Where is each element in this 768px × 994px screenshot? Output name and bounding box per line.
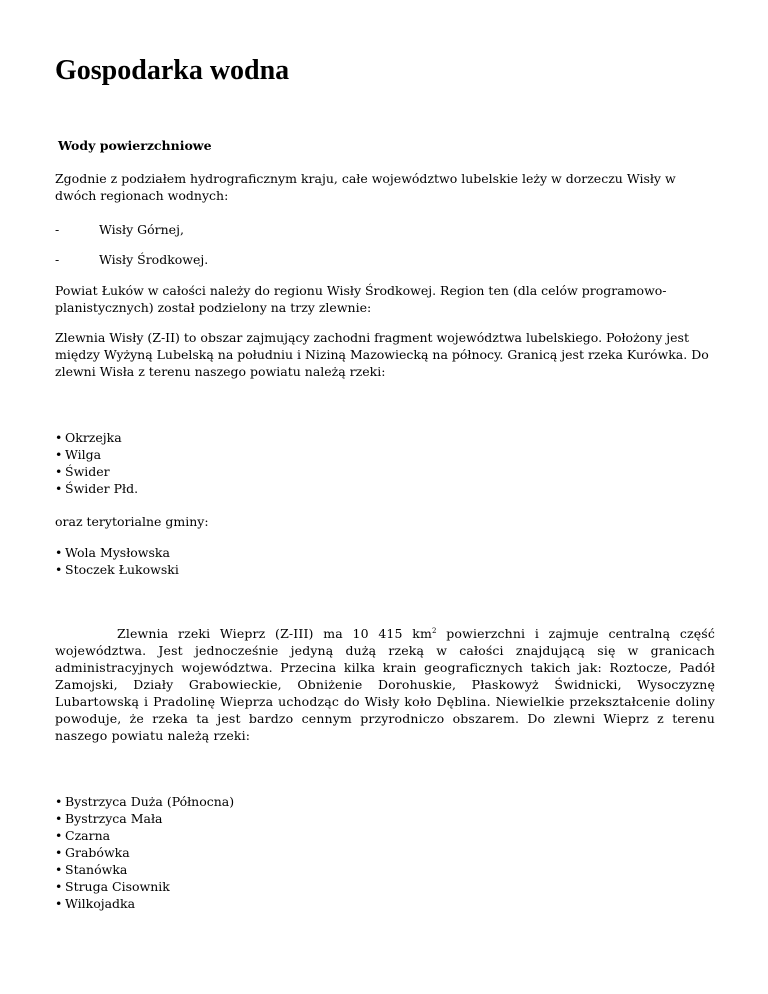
bullet-icon: • (55, 862, 63, 877)
section-heading: Wody powierzchniowe (58, 138, 212, 153)
bullet-icon: • (55, 447, 63, 462)
bullet-icon: • (55, 562, 63, 577)
list-item: • Świder Płd. (55, 481, 139, 496)
list-item: • Świder (55, 464, 110, 479)
wieprz-rivers-list (55, 793, 234, 912)
page-title: Gospodarka wodna (55, 55, 290, 86)
bullet-icon: • (55, 464, 63, 479)
bullet-icon: • (55, 811, 63, 826)
bullet-icon: • (55, 845, 63, 860)
bullet-icon: • (55, 879, 63, 894)
bullet-icon: • (55, 896, 63, 911)
gminy-list (55, 544, 179, 578)
bullet-icon: • (55, 545, 63, 560)
list-item: • Wilga (55, 447, 102, 462)
list-item: • Okrzejka (55, 430, 122, 445)
list-item: • Stanówka (55, 862, 128, 877)
list-item: • Czarna (55, 828, 111, 843)
list-item: • Struga Cisownik (55, 879, 170, 894)
dash-marker: - (55, 252, 60, 267)
wisla-rivers-list (55, 429, 138, 497)
list-item: • Bystrzyca Mała (55, 811, 163, 826)
powiat-paragraph: Powiat Łuków w całości należy do regionu Wisły Środkowej. Region ten (dla celów programowo-planistycznych) został podzielony na trzy zlewnie: (55, 283, 667, 315)
water-region-label: Wisły Górnej, (99, 222, 184, 237)
water-region-item (55, 251, 208, 268)
wieprz-paragraph: Zlewnia rzeki Wieprz (Z-III) ma 10 415 $km^2$ powierzchni i zajmuje centralną część województwa. Jest jednocześnie jedyną dużą rzeką w całości znajdującą się w granicach administracyjnych województwa. Przecina kilka krain geograficznych takich jak: Roztocze, Padół Zamojski, Działy Grabowieckie, Obniżenie Dorohuskie, Płaskowyż Świdnicki, Wysoczyznę Lubartowską i Pradolinę Wieprza uchodząc do Wisły koło Dęblina. Niewielkie przekształcenie doliny powoduje, że rzeka ta jest bardzo cennym przyrodniczo obszarem. Do zlewni Wieprz z terenu naszego powiatu należą rzeki: (55, 626, 715, 743)
dash-marker: - (55, 222, 60, 237)
list-item: • Bystrzyca Duża (Północna) (55, 794, 235, 809)
wisla-paragraph: Zlewnia Wisły (Z-II) to obszar zajmujący zachodni fragment województwa lubelskiego. Położony jest między Wyżyną Lubelską na południu i Niziną Mazowiecką na północy. Granicą jest rzeka Kurówka. Do zlewni Wisła z terenu naszego powiatu należą rzeki: (55, 330, 709, 379)
superscript: 2 (432, 626, 437, 635)
bullet-icon: • (55, 828, 63, 843)
list-item: • Stoczek Łukowski (55, 562, 179, 577)
bullet-icon: • (55, 481, 63, 496)
bullet-icon: • (55, 794, 63, 809)
bullet-icon: • (55, 430, 63, 445)
list-item: • Grabówka (55, 845, 130, 860)
gminy-intro: oraz terytorialne gminy: (55, 514, 209, 529)
water-region-item (55, 221, 184, 238)
water-region-label: Wisły Środkowej. (99, 252, 209, 267)
list-item: • Wilkojadka (55, 896, 136, 911)
intro-paragraph: Zgodnie z podziałem hydrograficznym kraju, całe województwo lubelskie leży w dorzeczu Wisły w dwóch regionach wodnych: (55, 171, 676, 203)
list-item: • Wola Mysłowska (55, 545, 170, 560)
